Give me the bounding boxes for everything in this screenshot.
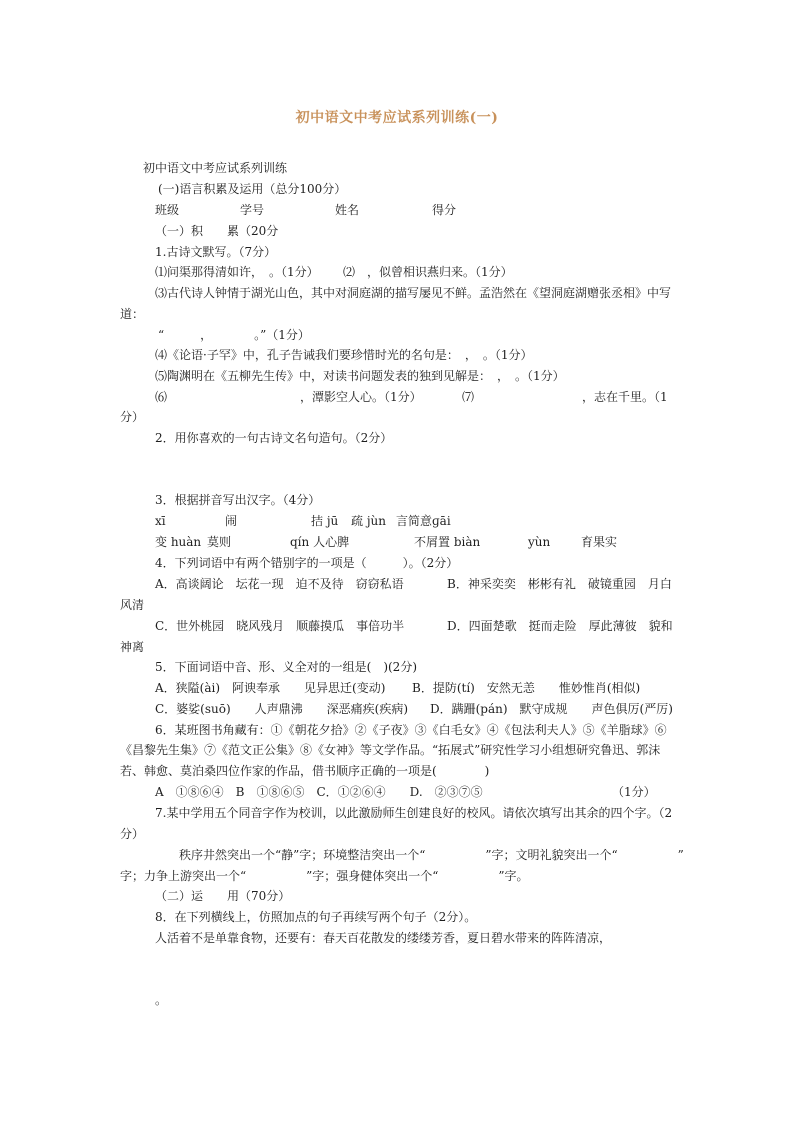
q1-item-3-blank: “ ， 。”（1分）	[158, 328, 310, 342]
q5-option-a: A．狭隘(ài) 阿谀奉承 见异思迁(变动)	[155, 681, 386, 695]
question-6-line-3: 若、韩愈、莫泊桑四位作家的作品，借书顺序正确的一项是( )	[120, 764, 490, 778]
question-6-score: （1分）	[612, 785, 656, 799]
question-7-line-3: 秩序井然突出一个“静”字；环境整洁突出一个“ ”字；文明礼貌突出一个“ ”	[179, 848, 684, 862]
info-name: 姓名	[335, 203, 360, 217]
question-1-head: 1.古诗文默写。（7分）	[155, 245, 277, 259]
question-7-line-1: 7.某中学用五个同音字作为校训，以此激励师生创建良好的校风。请依次填写出其余的四个字。（2	[155, 806, 673, 820]
q3-r2-2: 莫则	[207, 535, 232, 549]
q3-r2-3: qín 人心脾	[290, 535, 350, 549]
question-7-line-4: 字；力争上游突出一个“ ”字；强身健体突出一个“ ”字。	[120, 869, 529, 883]
q1-item-3: ⑶古代诗人钟情于湖光山色，其中对洞庭湖的描写屡见不鲜。孟浩然在《望洞庭湖赠张丞相》中写	[155, 286, 672, 300]
subtitle: 初中语文中考应试系列训练	[143, 161, 288, 175]
info-score: 得分	[432, 203, 457, 217]
q1-item-6: ⑹	[155, 390, 168, 404]
q1-item-4: ⑷《论语·子罕》中，孔子告诫我们要珍惜时光的名句是： ， 。（1分）	[155, 348, 533, 362]
question-7-line-2: 分）	[120, 827, 145, 841]
q1-item-2: ⑵ ，似曾相识燕归来。（1分）	[343, 265, 513, 279]
q1-item-7-text: ，志在千里。（1	[582, 390, 668, 404]
question-2: 2．用你喜欢的一句古诗文名句造句。（2分）	[155, 431, 393, 445]
part-heading: （一）积 累（20分	[155, 224, 279, 238]
info-class: 班级	[155, 203, 180, 217]
section-heading: (一)语言积累及运用（总分100分）	[158, 182, 347, 196]
q3-r1-1: xī	[155, 514, 166, 528]
q1-item-5: ⑸陶渊明在《五柳先生传》中，对读书问题发表的独到见解是： ， 。（1分）	[155, 369, 565, 383]
question-8-end: 。	[155, 993, 168, 1007]
q5-option-c: C．婆娑(suō) 人声鼎沸 深恶痛疾(疾病)	[155, 702, 409, 716]
q3-r1-3: 拮 jū	[311, 514, 339, 528]
q4-option-d: D．四面楚歌 挺而走险 厚此薄彼 貌和	[447, 619, 673, 633]
q4-option-c: C．世外桃园 晓风残月 顺藤摸瓜 事倍功半	[155, 619, 405, 633]
q3-r1-4: 疏 jùn	[351, 514, 386, 528]
q1-item-1: ⑴问渠那得清如许， 。（1分）	[155, 265, 319, 279]
question-8-line-1: 人活着不是单靠食物，还要有：春天百花散发的缕缕芳香，夏日碧水带来的阵阵清凉，	[155, 931, 612, 945]
question-3-head: 3．根据拼音写出汉字。（4分）	[155, 493, 321, 507]
q3-r1-2: 闹	[225, 514, 238, 528]
q3-r1-5: 言简意ɡāi	[396, 514, 451, 528]
part-heading-2: （二）运 用（70分）	[155, 889, 291, 903]
question-5-head: 5．下面词语中音、形、义全对的一组是( )(2分)	[155, 660, 417, 674]
q5-option-b: B．提防(tí) 安然无恙 惟妙惟肖(相似)	[412, 681, 641, 695]
q1-item-3-cont: 道：	[120, 307, 145, 321]
q4-option-b-cont: 风清	[120, 598, 145, 612]
q4-option-b: B．神采奕奕 彬彬有礼 破镜重园 月白	[447, 577, 672, 591]
q1-item-7: ⑺	[462, 390, 475, 404]
q4-option-d-cont: 神离	[120, 640, 145, 654]
question-8-head: 8．在下列横线上，仿照加点的句子再续写两个句子（2分）。	[155, 910, 477, 924]
question-6-line-2: 《昌黎先生集》⑦《范文正公集》⑧《女神》等文学作品。“拓展式”研究性学习小组想研究鲁迅、郭沫	[120, 743, 661, 757]
q3-r2-1: 变 huàn	[155, 535, 202, 549]
question-4-head: 4．下列词语中有两个错别字的一项是（ ）。（2分）	[155, 556, 459, 570]
q1-item-6-text: ，潭影空人心。（1分）	[300, 390, 422, 404]
q5-option-d: D．蹒跚(pán) 默守成规 声色俱厉(严厉)	[430, 702, 673, 716]
question-6-line-1: 6．某班图书角藏有：①《朝花夕拾》②《子夜》③《白毛女》④《包法利夫人》⑤《羊脂球》⑥	[155, 723, 667, 737]
info-number: 学号	[240, 203, 265, 217]
q3-r2-6: 育果实	[581, 535, 618, 549]
question-6-options: A ①⑧⑥④ B ①⑧⑥⑤ C．①②⑥④ D. ②③⑦⑤	[155, 785, 483, 799]
page-title: 初中语文中考应试系列训练(一)	[295, 110, 499, 126]
q3-r2-5: yùn	[528, 535, 551, 549]
q1-item-7-cont: 分）	[120, 410, 145, 424]
q4-option-a: A．高谈阔论 坛花一现 迫不及待 窃窃私语	[155, 577, 404, 591]
q3-r2-4: 不屑置 biàn	[414, 535, 481, 549]
